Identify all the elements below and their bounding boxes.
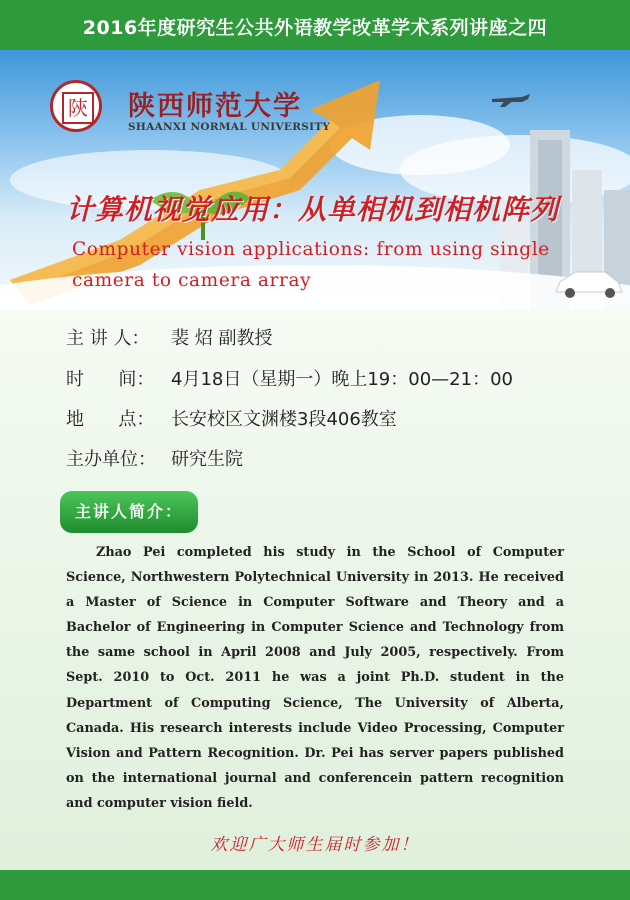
info-organizer [66, 445, 243, 471]
info-location [66, 405, 397, 431]
info-label: 时 间： [66, 369, 155, 390]
series-title: 2016年度研究生公共外语教学改革学术系列讲座之四 [82, 17, 548, 39]
info-speaker [66, 324, 272, 350]
info-value: 长安校区文渊楼3段406教室 [171, 409, 397, 430]
lecture-title-cn: 计算机视觉应用：从单相机到相机阵列 [66, 193, 560, 226]
lecture-title-en: Computer vision applications: from using single camera to camera array [72, 239, 550, 291]
info-label: 主办单位： [66, 449, 156, 470]
info-value: 4月18日（星期一）晚上19：00—21：00 [171, 369, 513, 390]
university-name-en: SHAANXI NORMAL UNIVERSITY [128, 121, 331, 133]
speaker-bio: Zhao Pei completed his study in the School of Computer Science, Northwestern Polytechnical University in 2013. He received a Master of Science in Computer Software and Theory and a Bachelor of Engineering in Computer Science and Technology from the same school in April 2008 and July 2005, respectively. From Sept. 2010 to Oct. 2011 he was a joint Ph.D. student in the Department of Computing Science, The University of Alberta, Canada. His research interests include Video Processing, Computer Vision and Pattern Recognition. Dr. Pei has server papers published on the international journal and conferencein pattern recognition and computer vision field. [66, 545, 564, 811]
welcome-message: 欢迎广大师生届时参加！ [210, 835, 420, 855]
footer-bar [0, 870, 630, 900]
info-label: 地 点： [66, 409, 155, 430]
university-seal-logo [50, 80, 102, 132]
university-name-cn: 陕西师范大学 [128, 91, 302, 122]
info-value: 研究生院 [171, 449, 243, 470]
info-value: 裴 炤 副教授 [171, 328, 273, 349]
info-label: 主 讲 人： [66, 328, 150, 349]
seal-char: 陝 [62, 92, 94, 124]
info-time [66, 365, 513, 391]
speaker-intro-tag: 主讲人简介： [60, 491, 198, 533]
header-bar [0, 0, 630, 50]
